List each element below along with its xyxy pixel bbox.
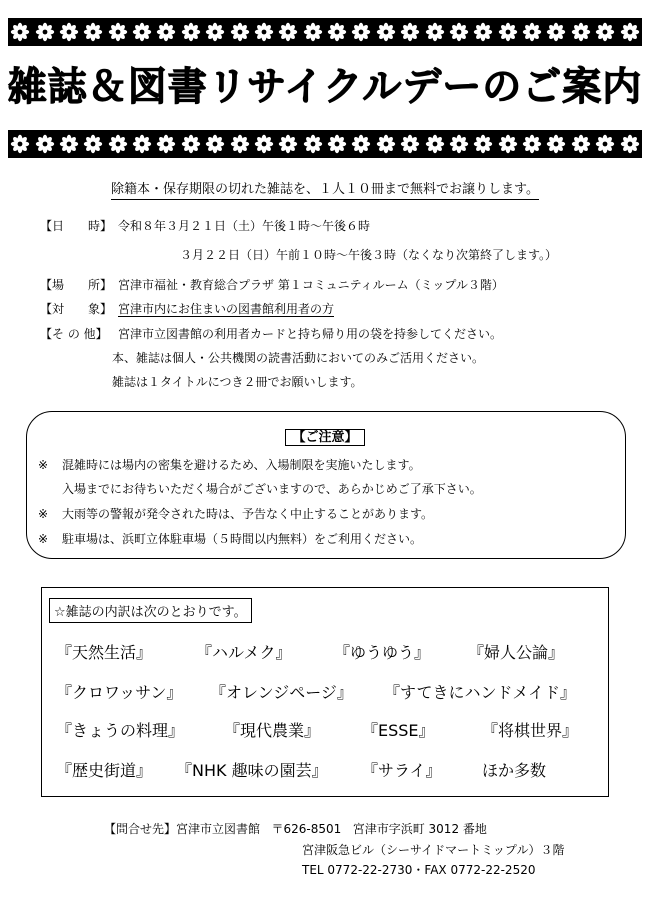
flower-icon: [376, 134, 396, 154]
magazine-item: 『ハルメク』: [196, 643, 292, 662]
other-row: [40, 326, 502, 342]
flower-icon: [254, 134, 274, 154]
contact-label: 【問合せ先】: [104, 822, 177, 836]
flower-icon: [156, 134, 176, 154]
flower-icon: [10, 22, 30, 42]
magazine-item: 『現代農業』: [224, 721, 321, 740]
date-label: 【日 時】: [40, 219, 113, 233]
flower-icon: [400, 22, 420, 42]
flower-icon: [327, 134, 347, 154]
magazine-item: 『将棋世界』: [482, 721, 579, 740]
magazine-item: 『歴史街道』: [56, 761, 153, 780]
other-first: 宮津市立図書館の利用者カードと持ち帰り用の袋を持参してください。: [118, 327, 503, 341]
magazine-item: ほか多数: [482, 761, 547, 780]
flower-icon: [449, 22, 469, 42]
target-label: 【対 象】: [40, 302, 113, 316]
flower-icon: [327, 22, 347, 42]
flower-icon: [571, 134, 591, 154]
other-third: 雑誌は１タイトルにつき２冊でお願いします。: [112, 375, 363, 389]
flower-icon: [83, 22, 103, 42]
flower-icon: [83, 134, 103, 154]
flower-border-bottom: [8, 130, 642, 158]
magazine-heading: ☆雑誌の内訳は次のとおりです。: [49, 598, 252, 623]
flower-icon: [425, 22, 445, 42]
notice-line-1: ※ 混雑時には場内の密集を避けるため、入場制限を実施いたします。: [38, 458, 421, 472]
place-value: 宮津市福祉・教育総合プラザ 第１コミュニティルーム（ミップル３階）: [118, 278, 504, 292]
note-mark: ※: [38, 507, 49, 521]
flower-icon: [205, 134, 225, 154]
flower-icon: [132, 134, 152, 154]
magazine-item: 『ゆうゆう』: [334, 643, 431, 662]
flower-icon: [425, 134, 445, 154]
other-label: 【そ の 他】: [40, 327, 108, 341]
flower-icon: [595, 22, 615, 42]
flower-icon: [595, 134, 615, 154]
flower-icon: [449, 134, 469, 154]
flower-icon: [546, 134, 566, 154]
flower-icon: [546, 22, 566, 42]
flower-icon: [278, 134, 298, 154]
flower-icon: [620, 22, 640, 42]
flower-icon: [522, 22, 542, 42]
flower-icon: [205, 22, 225, 42]
flower-icon: [400, 134, 420, 154]
contact-tel-fax: TEL 0772-22-2730・FAX 0772-22-2520: [302, 863, 536, 877]
place-row: [40, 277, 504, 293]
magazine-item: 『すてきにハンドメイド』: [384, 683, 577, 702]
flower-icon: [132, 22, 152, 42]
flower-icon: [522, 134, 542, 154]
flower-icon: [181, 134, 201, 154]
magazine-item: 『クロワッサン』: [56, 683, 183, 702]
flower-icon: [351, 134, 371, 154]
contact-address: 宮津市字浜町 3012 番地: [352, 822, 487, 836]
date-second: ３月２２日（日）午前１０時～午後３時（なくなり次第終了します。）: [180, 248, 558, 262]
flower-icon: [498, 22, 518, 42]
target-row: [40, 301, 334, 317]
magazine-item: 『きょうの料理』: [56, 721, 185, 740]
flower-icon: [303, 134, 323, 154]
flower-icon: [230, 22, 250, 42]
flower-icon: [10, 134, 30, 154]
lead-text: 除籍本・保存期限の切れた雑誌を、１人１０冊まで無料でお譲りします。: [0, 178, 650, 197]
notice-line-3: ※ 大雨等の警報が発令された時は、予告なく中止することがあります。: [38, 507, 434, 521]
flower-icon: [571, 22, 591, 42]
flower-icon: [156, 22, 176, 42]
magazine-item: 『サライ』: [362, 761, 442, 780]
magazine-item: 『オレンジページ』: [210, 683, 353, 702]
notice-title: 【ご注意】: [0, 426, 650, 445]
flower-icon: [35, 134, 55, 154]
flower-icon: [278, 22, 298, 42]
magazine-item: 『ESSE』: [362, 721, 435, 740]
flower-icon: [35, 22, 55, 42]
contact-name: 宮津市立図書館: [176, 822, 261, 836]
magazine-item: 『天然生活』: [56, 643, 153, 662]
flower-icon: [351, 22, 371, 42]
notice-line-4: ※ 駐車場は、浜町立体駐車場（５時間以内無料）をご利用ください。: [38, 532, 423, 546]
other-second: 本、雑誌は個人・公共機関の読書活動においてのみご活用ください。: [112, 351, 485, 365]
flower-icon: [498, 134, 518, 154]
flower-icon: [181, 22, 201, 42]
place-label: 【場 所】: [40, 278, 113, 292]
flower-icon: [473, 134, 493, 154]
target-value: 宮津市内にお住まいの図書館利用者の方: [118, 302, 335, 316]
magazine-item: 『婦人公論』: [468, 643, 565, 662]
contact-postal: 〒626-8501: [271, 822, 342, 836]
note-mark: ※: [38, 458, 49, 472]
flower-icon: [254, 22, 274, 42]
flower-icon: [108, 134, 128, 154]
flower-border-top: [8, 18, 642, 46]
note-mark: ※: [38, 532, 49, 546]
notice-line-2: 入場までにお待ちいただく場合がございますので、あらかじめご了承下さい。: [62, 482, 482, 496]
flower-icon: [303, 22, 323, 42]
magazine-item: 『NHK 趣味の園芸』: [176, 761, 328, 780]
page-title: 雑誌＆図書リサイクルデーのご案内: [7, 65, 643, 110]
flower-icon: [473, 22, 493, 42]
flower-icon: [59, 22, 79, 42]
date-row: [40, 218, 370, 234]
flower-icon: [376, 22, 396, 42]
flower-icon: [620, 134, 640, 154]
flower-icon: [108, 22, 128, 42]
contact-building: 宮津阪急ビル（シーサイドマートミップル）３階: [302, 843, 565, 857]
flower-icon: [59, 134, 79, 154]
date-first: 令和８年３月２１日（土）午後１時～午後６時: [118, 219, 371, 233]
contact-row: [104, 820, 487, 837]
flower-icon: [230, 134, 250, 154]
